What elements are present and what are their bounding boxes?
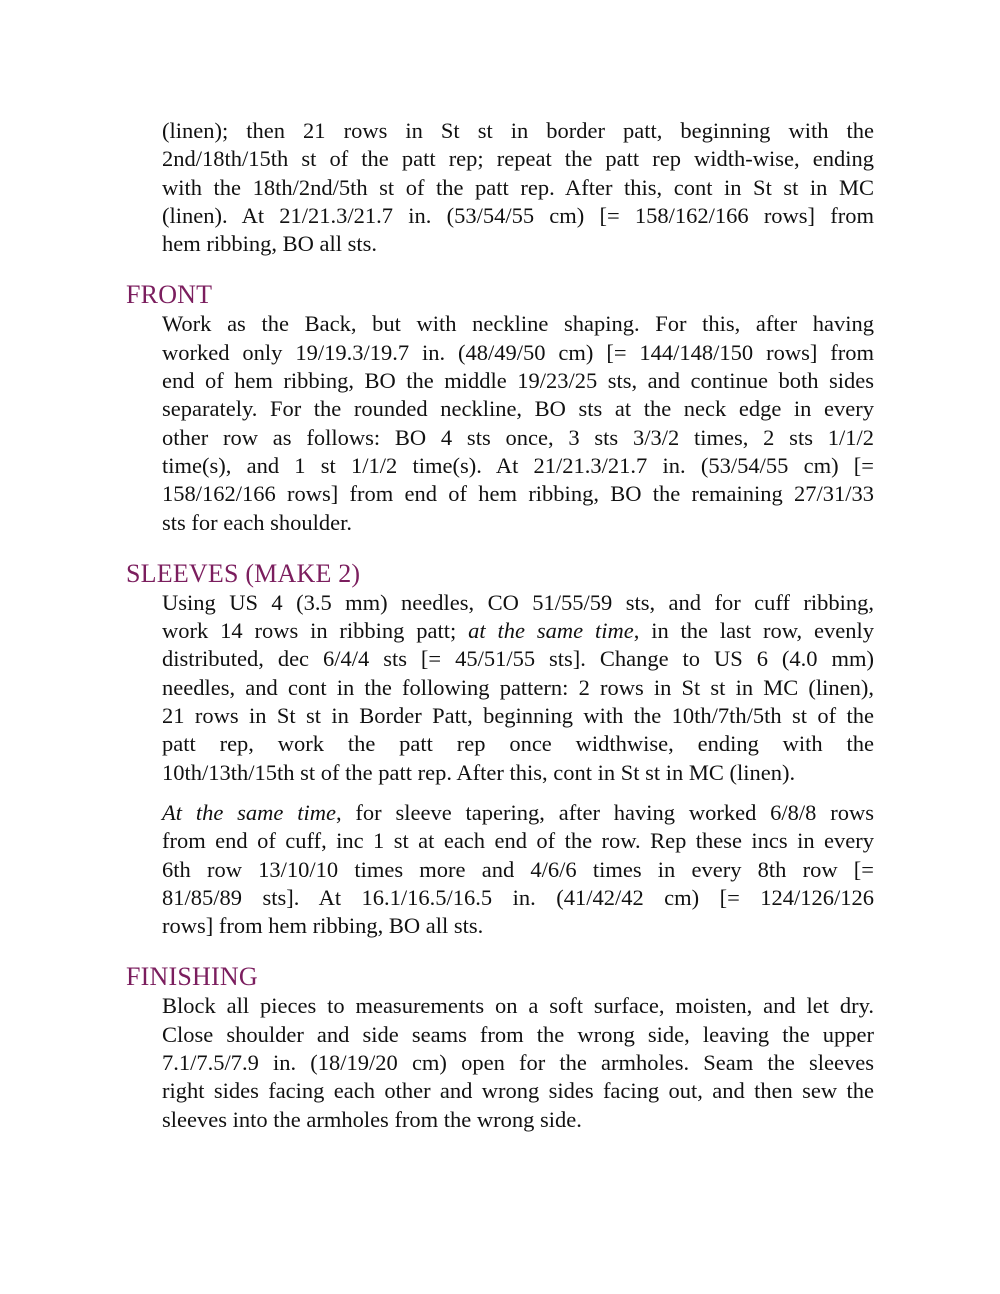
text-run: with the 18th/2nd/5th st of the patt rep. After this, cont in St st in MC [162, 174, 874, 200]
text-run: other row as follows: BO 4 sts once, 3 sts 3/3/2 times, 2 sts 1/1/2 [162, 424, 874, 450]
text-line [162, 992, 874, 1020]
text-line [162, 117, 874, 145]
section-heading: FRONT [126, 280, 213, 310]
section-gap [0, 940, 1000, 962]
text-line [162, 702, 874, 730]
text-run: rows] from hem ribbing, BO all sts. [162, 913, 484, 939]
text-run: right sides facing each other and wrong sides facing out, and then sew the [162, 1078, 874, 1104]
text-line [162, 827, 874, 855]
text-line [162, 589, 874, 617]
text-run: (linen). At 21/21.3/21.7 in. (53/54/55 cm) [= 158/162/166 rows] from [162, 202, 874, 228]
text-run: distributed, dec 6/4/4 sts [= 45/51/55 sts]. Change to US 6 (4.0 mm) [162, 646, 874, 672]
paragraph-gap [0, 787, 1000, 799]
text-line [162, 310, 874, 338]
paragraph [162, 799, 874, 940]
text-run: , in the last row, evenly [633, 618, 874, 644]
text-run: 10th/13th/15th st of the patt rep. After this, cont in St st in MC (linen). [162, 759, 796, 785]
text-line [162, 230, 874, 258]
document-page [0, 117, 1000, 1134]
text-line [162, 1077, 874, 1105]
text-line [162, 509, 874, 537]
text-line [162, 174, 874, 202]
text-line [162, 884, 874, 912]
text-run: from end of cuff, inc 1 st at each end of the row. Rep these incs in every [162, 828, 874, 854]
text-line [162, 856, 874, 884]
text-run: sts for each shoulder. [162, 509, 352, 535]
text-run: 158/162/166 rows] from end of hem ribbing, BO the remaining 27/31/33 [162, 481, 874, 507]
text-run: hem ribbing, BO all sts. [162, 231, 377, 257]
text-run: 6th row 13/10/10 times more and 4/6/6 times in every 8th row [= [162, 856, 874, 882]
text-run: 2nd/18th/15th st of the patt rep; repeat the patt rep width-wise, ending [162, 146, 874, 172]
italic-text: at the same time [468, 618, 634, 644]
section-gap [0, 258, 1000, 280]
text-line [162, 395, 874, 423]
text-line [162, 145, 874, 173]
text-run: time(s), and 1 st 1/1/2 time(s). At 21/21.3/21.7 in. (53/54/55 cm) [= [162, 452, 874, 478]
text-line [162, 339, 874, 367]
section-heading: SLEEVES (MAKE 2) [126, 558, 361, 588]
text-run: Work as the Back, but with neckline shaping. For this, after having [162, 311, 874, 337]
text-line [162, 480, 874, 508]
text-run: Close shoulder and side seams from the wrong side, leaving the upper [162, 1021, 874, 1047]
section-heading: FINISHING [126, 962, 258, 992]
text-run: worked only 19/19.3/19.7 in. (48/49/50 cm) [= 144/148/150 rows] from [162, 339, 874, 365]
text-run: Block all pieces to measurements on a soft surface, moisten, and let dry. [162, 993, 874, 1019]
text-run: needles, and cont in the following pattern: 2 rows in St st in MC (linen), [162, 674, 874, 700]
text-run: , for sleeve tapering, after having worked 6/8/8 rows [335, 799, 874, 825]
text-line [162, 424, 874, 452]
text-run: patt rep, work the patt rep once widthwise, ending with the [162, 731, 874, 757]
text-line [162, 730, 874, 758]
text-line [162, 912, 874, 940]
text-line [162, 1049, 874, 1077]
text-run: sleeves into the armholes from the wrong side. [162, 1106, 582, 1132]
text-line [162, 759, 874, 787]
text-line [162, 617, 874, 645]
paragraph [162, 992, 874, 1133]
text-line [162, 202, 874, 230]
text-line [162, 452, 874, 480]
text-run: 21 rows in St st in Border Patt, beginning with the 10th/7th/5th st of the [162, 703, 874, 729]
text-line [162, 674, 874, 702]
text-run: work 14 rows in ribbing patt; [162, 618, 469, 644]
text-run: (linen); then 21 rows in St st in border patt, beginning with the [162, 118, 874, 143]
text-run: separately. For the rounded neckline, BO sts at the neck edge in every [162, 396, 874, 422]
paragraph [162, 117, 874, 258]
paragraph [162, 589, 874, 787]
text-run: end of hem ribbing, BO the middle 19/23/25 sts, and continue both sides [162, 368, 874, 394]
text-line [162, 1021, 874, 1049]
text-line [162, 799, 874, 827]
text-line [162, 645, 874, 673]
text-run: 81/85/89 sts]. At 16.1/16.5/16.5 in. (41/42/42 cm) [= 124/126/126 [162, 884, 874, 910]
section-gap [0, 537, 1000, 559]
text-run: 7.1/7.5/7.9 in. (18/19/20 cm) open for the armholes. Seam the sleeves [162, 1050, 874, 1076]
text-line [162, 367, 874, 395]
text-line [162, 1106, 874, 1134]
paragraph [162, 310, 874, 536]
text-run: Using US 4 (3.5 mm) needles, CO 51/55/59 sts, and for cuff ribbing, [162, 589, 874, 615]
italic-text: At the same time [162, 799, 336, 825]
